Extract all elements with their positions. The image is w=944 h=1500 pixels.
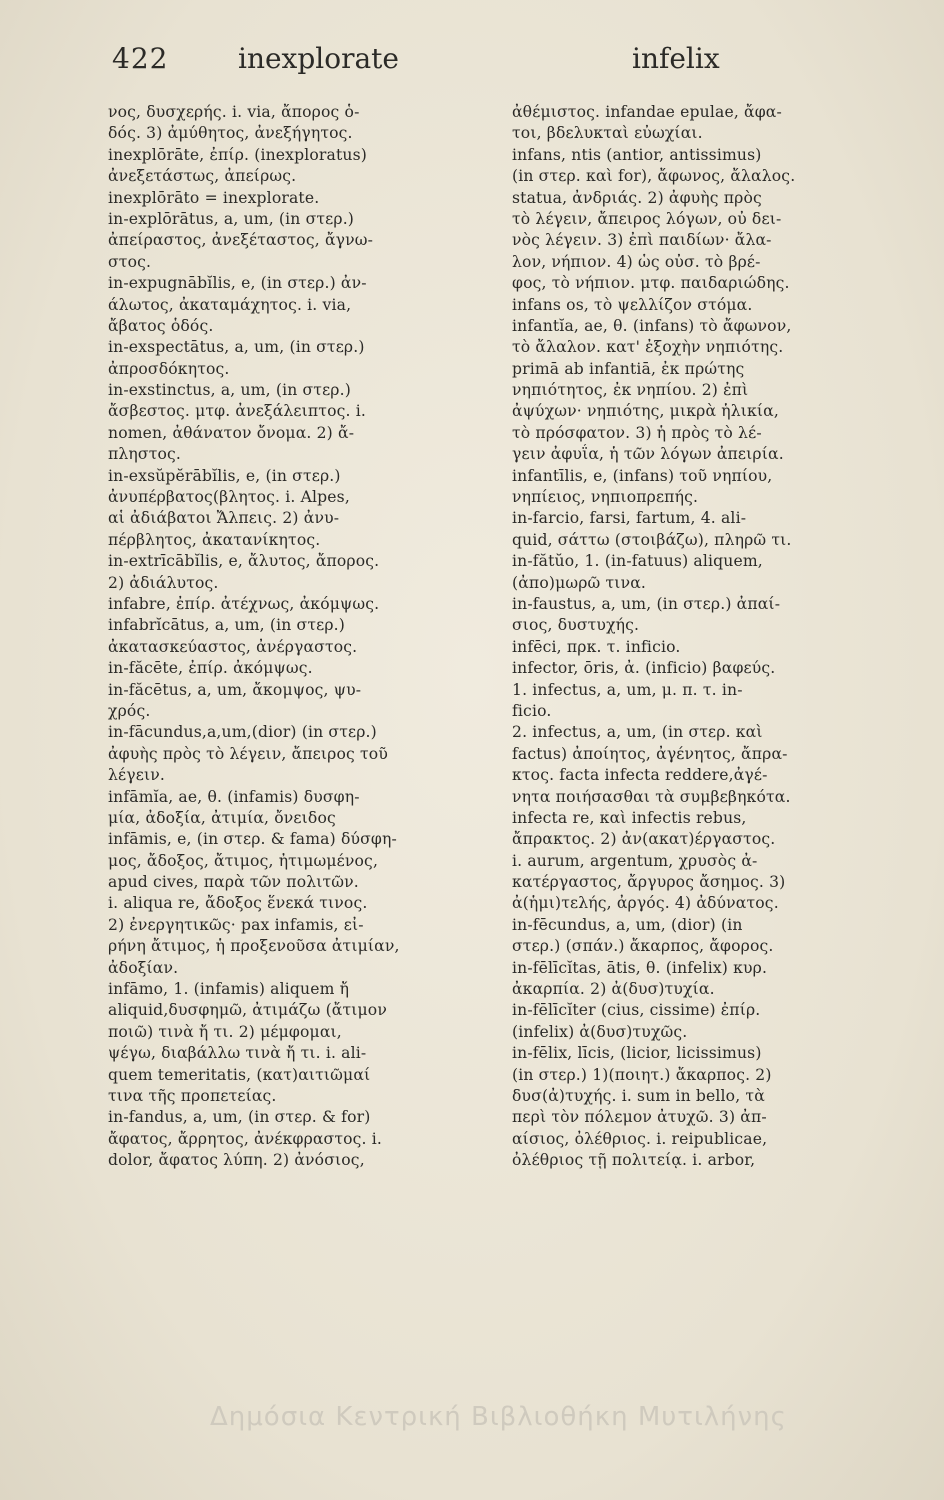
- text-line: ἀκατασκεύαστος, ἀνέργαστος.: [108, 637, 358, 656]
- text-line: ἀνυπέρβατος(βλητος. i. Alpes,: [108, 488, 350, 507]
- text-line: in-fēlīcĭter (cius, cissime) ἐπίρ.: [512, 1001, 761, 1020]
- text-line: ἀπροσδόκητος.: [108, 359, 230, 378]
- text-line: infāmo, 1. (infamis) aliquem ἤ: [108, 980, 350, 999]
- text-line: ἀδοξίαν.: [108, 958, 179, 977]
- text-line: ἀκαρπία. 2) ἀ(δυσ)τυχία.: [512, 980, 715, 999]
- text-line: (infelix) ἀ(δυσ)τυχῶς.: [512, 1022, 688, 1041]
- text-line: infans, ntis (antior, antissimus): [512, 145, 762, 164]
- text-line: χρός.: [108, 701, 151, 720]
- text-line: aliquid,δυσφημῶ, ἀτιμάζω (ἄτιμον: [108, 1001, 387, 1020]
- text-line: στος.: [108, 252, 152, 271]
- text-line: ρήνη ἄτιμος, ἡ προξενοῦσα ἀτιμίαν,: [108, 937, 400, 956]
- text-line: ἀθέμιστος. infandae epulae, ἄφα-: [512, 103, 782, 121]
- text-line: τὸ ἄλαλον. κατ' ἐξοχὴν νηπιότης.: [512, 338, 784, 357]
- text-line: dolor, ἄφατος λύπη. 2) ἀνόσιος,: [108, 1151, 365, 1170]
- text-line: μία, ἀδοξία, ἀτιμία, ὄνειδος: [108, 808, 336, 827]
- text-line: in-fēcundus, a, um, (dior) (in: [512, 915, 743, 934]
- text-line: in-extrīcābĭlis, e, ἄλυτος, ἄπορος.: [108, 552, 380, 571]
- text-line: in-fēlīcĭtas, ātis, θ. (infelix) κυρ.: [512, 958, 768, 977]
- text-line: αἱ ἀδιάβατοι Ἄλπεις. 2) ἀνυ-: [108, 509, 340, 528]
- text-line: (ἀπο)μωρῶ τινα.: [512, 573, 646, 592]
- text-line: νος, δυσχερής. i. via, ἄπορος ὁ-: [108, 103, 360, 121]
- text-line: λον, νήπιον. 4) ὡς οὐσ. τὸ βρέ-: [512, 252, 761, 271]
- text-line: στερ.) (σπάν.) ἄκαρπος, ἄφορος.: [512, 937, 774, 956]
- text-line: in-fācundus,a,um,(dior) (in στερ.): [108, 723, 377, 742]
- text-line: infecta re, καὶ infectis rebus,: [512, 808, 747, 827]
- text-line: άλωτος, ἀκαταμάχητος. i. via,: [108, 295, 352, 314]
- text-line: in-explōrātus, a, um, (in στερ.): [108, 209, 355, 228]
- text-line: σιος, δυστυχής.: [512, 616, 640, 635]
- text-line: in-exspectātus, a, um, (in στερ.): [108, 338, 365, 357]
- text-line: κτος. facta infecta reddere,ἀγέ-: [512, 766, 768, 785]
- text-line: ἄπρακτος. 2) ἀν(ακατ)έργαστος.: [512, 830, 776, 849]
- text-line: (in στερ.) 1)(ποιητ.) ἄκαρπος. 2): [512, 1065, 772, 1084]
- text-line: ἄφατος, ἄρρητος, ἀνέκφραστος. i.: [108, 1129, 383, 1148]
- text-line: ποιῶ) τινὰ ἤ τι. 2) μέμφομαι,: [108, 1022, 342, 1041]
- text-line: infāmis, e, (in στερ. & fama) δύσφη-: [108, 830, 397, 849]
- text-line: (in στερ. καὶ for), ἄφωνος, ἄλαλος.: [512, 167, 796, 186]
- text-line: infector, ōris, ἀ. (inficio) βαφεύς.: [512, 659, 776, 678]
- text-line: in-expugnābĭlis, e, (in στερ.) ἀν-: [108, 274, 367, 293]
- text-line: νηπιότητος, ἐκ νηπίου. 2) ἐπὶ: [512, 381, 749, 400]
- text-line: ficio.: [512, 701, 552, 720]
- text-line: inexplōrāto = inexplorate.: [108, 188, 320, 207]
- text-line: πληστος.: [108, 445, 182, 464]
- text-line: i. aurum, argentum, χρυσὸς ἀ-: [512, 851, 758, 870]
- text-line: δός. 3) ἀμύθητος, ἀνεξήγητος.: [108, 124, 353, 143]
- text-line: ἀψύχων· νηπιότης, μικρὰ ἡλικία,: [512, 402, 779, 421]
- text-line: infantĭa, ae, θ. (infans) τὸ ἄφωνον,: [512, 316, 792, 335]
- text-line: πέρβλητος, ἀκατανίκητος.: [108, 530, 321, 549]
- text-line: infantīlis, e, (infans) τοῦ νηπίου,: [512, 466, 773, 485]
- text-line: γειν ἀφυΐα, ἡ τῶν λόγων ἀπειρία.: [512, 445, 784, 464]
- text-line: ἀπείραστος, ἀνεξέταστος, ἄγνω-: [108, 231, 374, 250]
- text-line: ἄβατος ὁδός.: [108, 316, 214, 335]
- text-line: νηπίειος, νηπιοπρεπής.: [512, 488, 699, 507]
- text-line: infāmĭa, ae, θ. (infamis) δυσφη-: [108, 787, 360, 806]
- text-line: infēci, πρκ. τ. inficio.: [512, 637, 681, 656]
- text-line: 1. infectus, a, um, μ. π. τ. in-: [512, 680, 743, 699]
- text-line: αίσιος, ὀλέθριος. i. reipublicae,: [512, 1129, 768, 1148]
- text-line: τὸ πρόσφατον. 3) ἡ πρὸς τὸ λέ-: [512, 423, 762, 442]
- text-line: ὀλέθριος τῇ πολιτείᾳ. i. arbor,: [512, 1151, 756, 1170]
- text-line: in-fandus, a, um, (in στερ. & for): [108, 1108, 371, 1127]
- text-line: statua, ἀνδριάς. 2) ἀφυὴς πρὸς: [512, 188, 762, 207]
- text-line: περὶ τὸν πόλεμον ἀτυχῶ. 3) ἀπ-: [512, 1108, 767, 1127]
- text-line: 2) ἀδιάλυτος.: [108, 573, 219, 592]
- text-line: in-făcētus, a, um, ἄκομψος, ψυ-: [108, 680, 362, 699]
- text-line: in-fătŭo, 1. (in-fatuus) aliquem,: [512, 552, 763, 571]
- text-line: τοι, βδελυκταὶ εὐωχίαι.: [512, 124, 703, 143]
- text-line: in-fēlix, līcis, (licior, licissimus): [512, 1044, 762, 1063]
- text-line: 2. infectus, a, um, (in στερ. καὶ: [512, 723, 763, 742]
- text-line: in-exstinctus, a, um, (in στερ.): [108, 381, 351, 400]
- text-line: factus) ἀποίητος, ἀγένητος, ἄπρα-: [512, 744, 788, 763]
- text-line: in-făcēte, ἐπίρ. ἀκόμψως.: [108, 659, 313, 678]
- text-line: φος, τὸ νήπιον. μτφ. παιδαριώδης.: [512, 274, 790, 293]
- text-line: in-exsŭpĕrābĭlis, e, (in στερ.): [108, 466, 341, 485]
- right-running-headword: infelix: [632, 42, 720, 75]
- text-line: ἀφυὴς πρὸς τὸ λέγειν, ἄπειρος τοῦ: [108, 744, 388, 763]
- text-line: inexplōrāte, ἐπίρ. (inexploratus): [108, 145, 367, 164]
- text-line: primā ab infantiā, ἐκ πρώτης: [512, 359, 745, 378]
- text-line: i. aliqua re, ἄδοξος ἕνεκά τινος.: [108, 894, 368, 913]
- text-line: λέγειν.: [108, 766, 165, 785]
- text-line: τὸ λέγειν, ἄπειρος λόγων, οὐ δει-: [512, 209, 782, 228]
- text-line: quid, σάττω (στοιβάζω), πληρῶ τι.: [512, 530, 792, 549]
- text-line: ἀ(ἡμι)τελής, ἀργός. 4) ἀδύνατος.: [512, 894, 779, 913]
- text-line: in-farcio, farsi, fartum, 4. ali-: [512, 509, 747, 528]
- text-line: in-faustus, a, um, (in στερ.) ἀπαί-: [512, 594, 781, 613]
- text-line: quem temeritatis, (κατ)αιτιῶμαί: [108, 1065, 371, 1084]
- left-running-headword: inexplorate: [238, 42, 399, 75]
- page-number: 422: [112, 42, 169, 75]
- text-line: ἄσβεστος. μτφ. ἀνεξάλειπτος. i.: [108, 402, 366, 421]
- left-column: [108, 102, 480, 1172]
- text-line: nomen, ἀθάνατον ὄνομα. 2) ἄ-: [108, 423, 355, 442]
- page-header: [0, 42, 944, 82]
- text-line: infabre, ἐπίρ. ἀτέχνως, ἀκόμψως.: [108, 594, 380, 613]
- text-line: τινα τῆς προπετείας.: [108, 1086, 277, 1105]
- text-line: κατέργαστος, ἄργυρος ἄσημος. 3): [512, 873, 786, 892]
- text-line: infans os, τὸ ψελλίζον στόμα.: [512, 295, 753, 314]
- library-watermark: Δημόσια Κεντρική Βιβλιοθήκη Μυτιλήνης: [210, 1402, 787, 1432]
- text-line: ψέγω, διαβάλλω τινὰ ἤ τι. i. ali-: [108, 1044, 367, 1063]
- right-column: [512, 102, 884, 1172]
- text-line: μος, ἄδοξος, ἄτιμος, ἠτιμωμένος,: [108, 851, 379, 870]
- text-line: νητα ποιήσασθαι τὰ συμβεβηκότα.: [512, 787, 791, 806]
- text-line: infabrĭcātus, a, um, (in στερ.): [108, 616, 346, 635]
- text-line: δυσ(ἀ)τυχής. i. sum in bello, τὰ: [512, 1086, 765, 1105]
- text-line: νὸς λέγειν. 3) ἐπὶ παιδίων· ἄλα-: [512, 231, 772, 250]
- text-line: ἀνεξετάστως, ἀπείρως.: [108, 167, 297, 186]
- text-line: apud cives, παρὰ τῶν πολιτῶν.: [108, 873, 359, 892]
- text-line: 2) ἐνεργητικῶς· pax infamis, εἰ-: [108, 915, 364, 934]
